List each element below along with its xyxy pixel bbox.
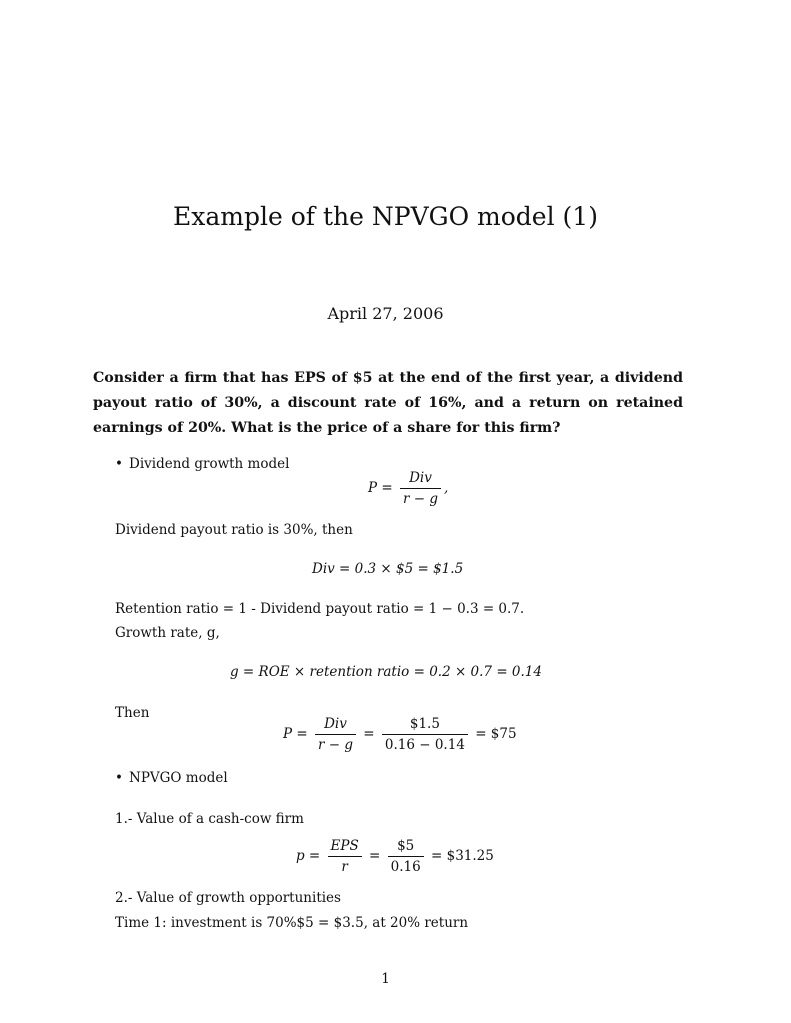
eq4-denominator-1: r − g <box>317 737 353 753</box>
payout-ratio-text: Dividend payout ratio is 30%, then <box>115 522 353 538</box>
eq5-numerator-2: $5 <box>388 838 424 857</box>
section-heading-dividend-growth: Dividend growth model <box>129 456 290 472</box>
eq4-denominator-2: 0.16 − 0.14 <box>384 737 465 753</box>
eq1-fraction <box>400 470 441 507</box>
bullet-npvgo <box>115 770 228 786</box>
then-text: Then <box>115 705 150 721</box>
eq4-fraction-1 <box>315 716 356 753</box>
time1-investment-text: Time 1: investment is 70%$5 = $3.5, at 20% return <box>115 915 469 931</box>
bullet-icon: • <box>115 456 123 472</box>
equation-dividend-growth <box>368 470 448 507</box>
eq4-numerator-2: $1.5 <box>382 716 468 735</box>
eq4-lhs: P = <box>283 726 308 742</box>
equation-cash-cow <box>296 838 494 875</box>
eq5-result: = $31.25 <box>431 848 494 864</box>
eq5-fraction-1 <box>328 838 362 875</box>
eq1-lhs: P = <box>368 480 393 496</box>
eq4-numerator-1: Div <box>315 716 356 735</box>
document-title: Example of the NPVGO model (1) <box>173 202 598 231</box>
eq5-denominator-1: r <box>341 859 348 875</box>
eq1-numerator: Div <box>400 470 441 489</box>
problem-statement: Consider a firm that has EPS of $5 at the end of the first year, a dividend payout ratio of 30%, a discount rate of 16%, and a return on retained earnings of 20%. What is the price of a share for this firm? <box>93 370 683 436</box>
document-date: April 27, 2006 <box>327 304 444 323</box>
eq4-result: = $75 <box>475 726 517 742</box>
step-growth-opportunities: 2.- Value of growth opportunities <box>115 890 341 906</box>
eq1-denominator: r − g <box>402 491 438 507</box>
bullet-icon: • <box>115 770 123 786</box>
step-cash-cow: 1.- Value of a cash-cow firm <box>115 811 304 827</box>
retention-ratio-text: Retention ratio = 1 - Dividend payout ratio = 1 − 0.3 = 0.7. <box>115 601 525 617</box>
eq5-numerator-1: EPS <box>328 838 362 857</box>
page-number: 1 <box>381 971 390 987</box>
equation-price <box>283 716 517 753</box>
eq5-equals: = <box>369 848 381 864</box>
eq5-lhs: p = <box>296 848 321 864</box>
eq4-fraction-2 <box>382 716 468 753</box>
section-heading-npvgo: NPVGO model <box>129 770 228 786</box>
growth-rate-text: Growth rate, g, <box>115 625 220 641</box>
eq4-equals: = <box>363 726 375 742</box>
equation-div: Div = 0.3 × $5 = $1.5 <box>312 561 464 577</box>
eq1-tail: , <box>443 480 449 496</box>
equation-growth: g = ROE × retention ratio = 0.2 × 0.7 = 0.14 <box>230 664 542 680</box>
eq5-fraction-2 <box>388 838 424 875</box>
eq5-denominator-2: 0.16 <box>390 859 421 875</box>
bullet-dividend-growth <box>115 456 289 472</box>
